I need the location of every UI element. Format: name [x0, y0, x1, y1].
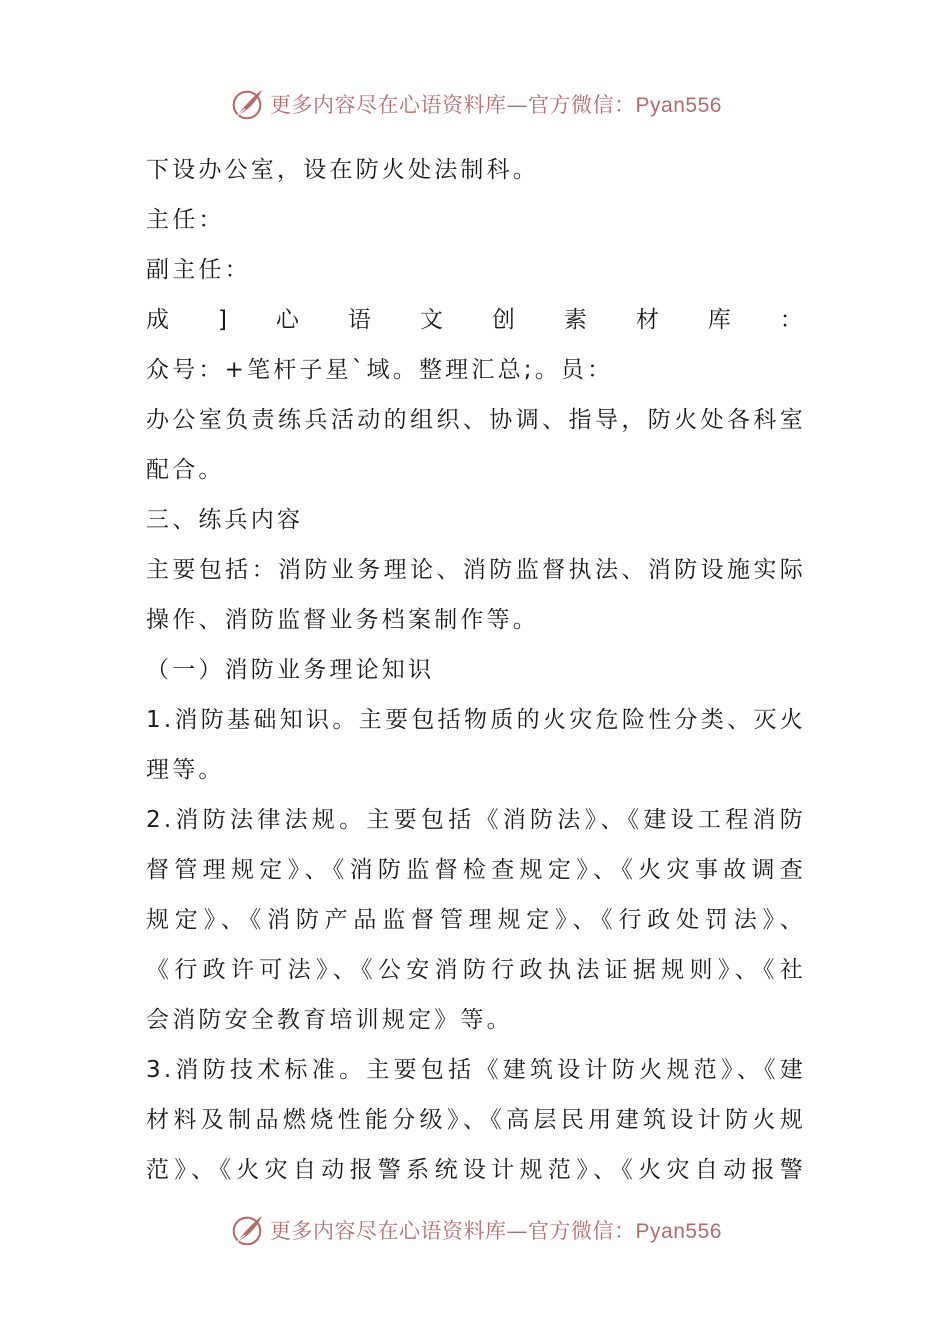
text-line: 下设办公室，设在防火处法制科。: [146, 157, 539, 183]
section-heading: 三、练兵内容: [146, 507, 304, 533]
text-line: 3.消防技术标准。主要包括《建筑设计防火规范》、《建: [146, 1057, 806, 1083]
quill-pen-circle-icon: [228, 1211, 266, 1249]
text-line: 众号：+笔杆子星`域。整理汇总;。员：: [146, 357, 614, 383]
text-line: 操作、消防监督业务档案制作等。: [146, 607, 539, 633]
wechat-id: Pyan556: [635, 1220, 722, 1243]
text-line: 主任：: [146, 207, 225, 233]
footer-watermark: [0, 1208, 950, 1252]
text-line: 1.消防基础知识。主要包括物质的火灾危险性分类、灭火: [146, 707, 806, 733]
text-line: 会消防安全教育培训规定》等。: [146, 1007, 513, 1033]
header-watermark: [0, 82, 950, 126]
text-line: 规定》、《消防产品监督管理规定》、《行政处罚法》、: [146, 907, 806, 933]
text-line: 主要包括：消防业务理论、消防监督执法、消防设施实际: [146, 557, 806, 583]
subsection-heading: （一）消防业务理论知识: [146, 657, 435, 683]
text-line: 理等。: [146, 757, 225, 783]
text-line: 材料及制品燃烧性能分级》、《高层民用建筑设计防火规: [146, 1107, 806, 1133]
text-line: 成]心语文创素材库：: [146, 307, 806, 333]
watermark-text: 更多内容尽在心语资料库—官方微信：Pyan556: [270, 1219, 722, 1243]
wechat-id: Pyan556: [635, 94, 722, 117]
document-body: [146, 145, 806, 1195]
text-line: 督管理规定》、《消防监督检查规定》、《火灾事故调查: [146, 857, 806, 883]
watermark-text: 更多内容尽在心语资料库—官方微信：Pyan556: [270, 93, 722, 117]
quill-pen-circle-icon: [228, 85, 266, 123]
text-line: 配合。: [146, 457, 225, 483]
text-line: 2.消防法律法规。主要包括《消防法》、《建设工程消防: [146, 807, 806, 833]
text-line: 范》、《火灾自动报警系统设计规范》、《火灾自动报警: [146, 1157, 806, 1183]
text-line: 《行政许可法》、《公安消防行政执法证据规则》、《社: [146, 957, 806, 983]
text-line: 副主任：: [146, 257, 251, 283]
text-line: 办公室负责练兵活动的组织、协调、指导，防火处各科室: [146, 407, 806, 433]
